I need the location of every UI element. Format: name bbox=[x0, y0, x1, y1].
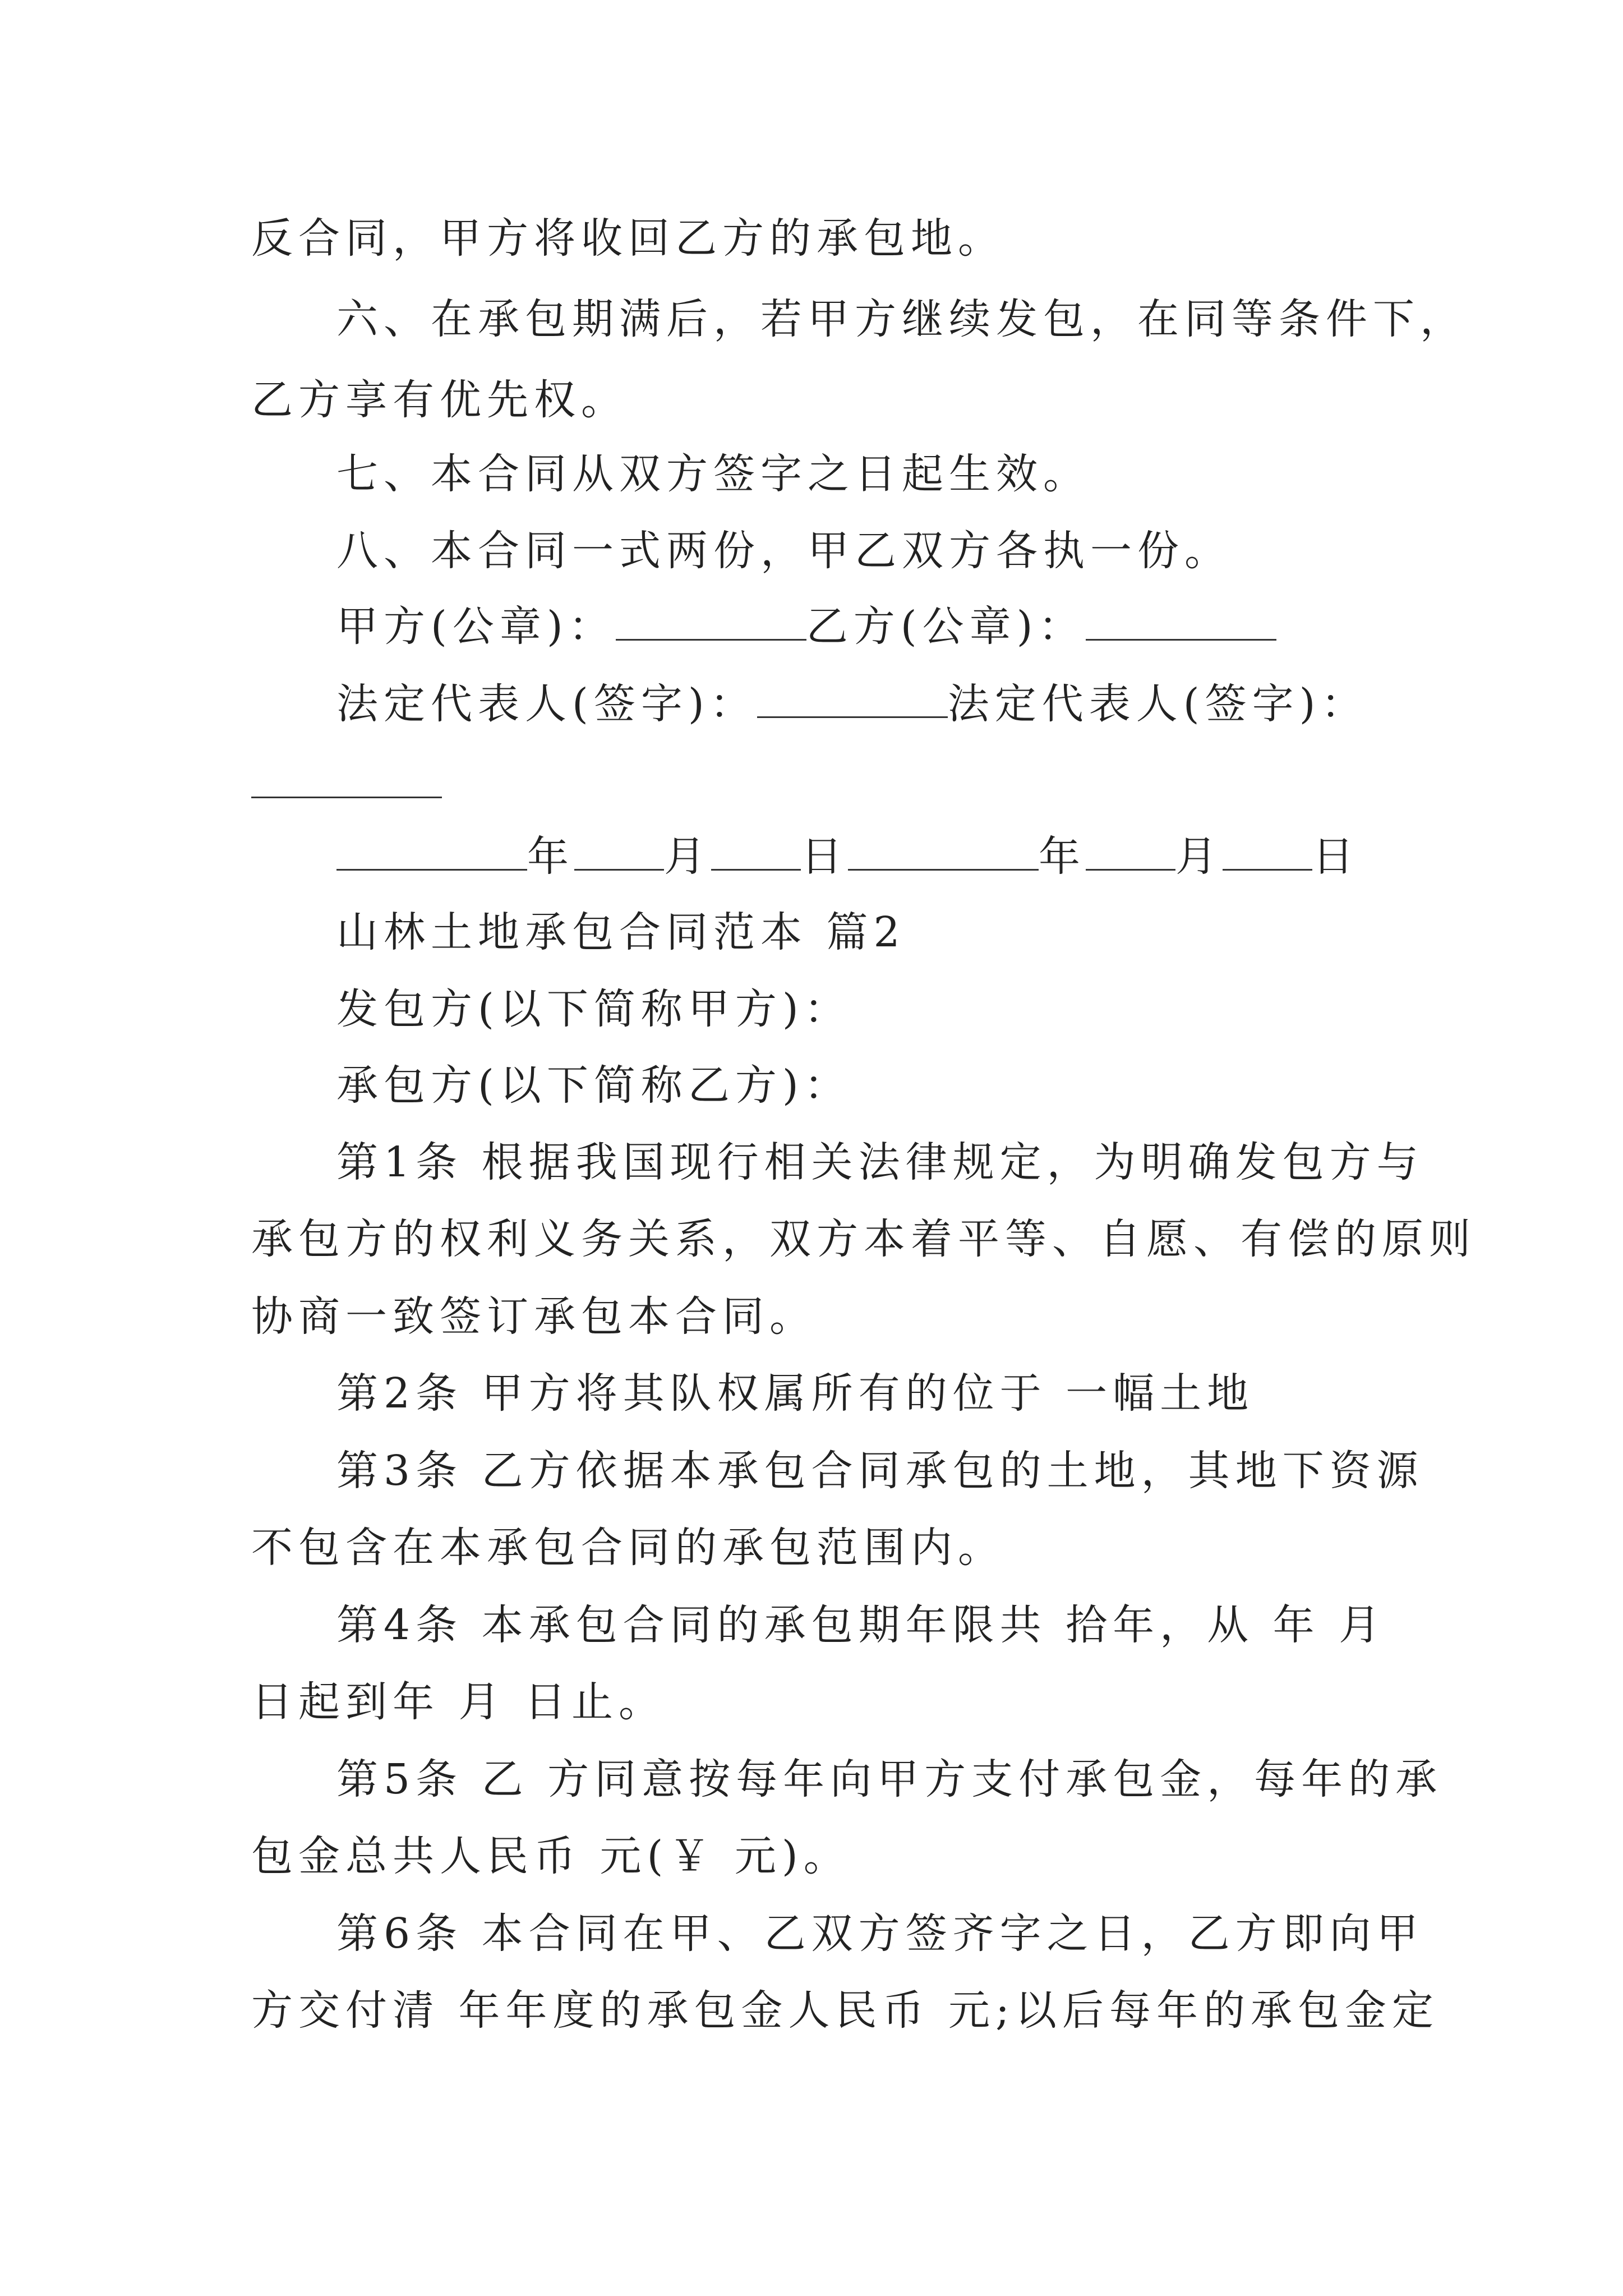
text-line-1: 反合同，甲方将收回乙方的承包地。 bbox=[251, 214, 1005, 263]
month-b-blank bbox=[1086, 836, 1175, 871]
party-seal-line bbox=[336, 602, 1276, 651]
year-a-label: 年 bbox=[527, 832, 574, 881]
representative-line bbox=[336, 680, 1368, 728]
month-a-blank bbox=[574, 836, 664, 871]
clause-6-line-2: 乙方享有优先权。 bbox=[251, 376, 628, 424]
rep-b-label: 法定代表人(签字)： bbox=[947, 680, 1368, 728]
employer-line: 发包方(以下简称甲方)： bbox=[336, 985, 851, 1033]
year-a-blank bbox=[336, 836, 527, 871]
article-5-line-2: 包金总共人民币 元(￥ 元)。 bbox=[251, 1832, 851, 1880]
party-b-seal-label: 乙方(公章)： bbox=[806, 602, 1086, 651]
article-4-line-2: 日起到年 月 日止。 bbox=[251, 1678, 666, 1726]
day-b-label: 日 bbox=[1312, 832, 1359, 881]
article-3-line-1: 第3条 乙方依据本承包合同承包的土地，其地下资源 bbox=[336, 1447, 1424, 1495]
rep-a-label: 法定代表人(签字)： bbox=[336, 680, 757, 728]
year-b-blank bbox=[848, 836, 1039, 871]
month-b-label: 月 bbox=[1175, 832, 1223, 881]
party-a-seal-blank bbox=[616, 606, 806, 641]
article-6-line-2: 方交付清 年年度的承包金人民币 元;以后每年的承包金定 bbox=[251, 1986, 1439, 2035]
article-2: 第2条 甲方将其队权属所有的位于 一幅土地 bbox=[336, 1369, 1255, 1418]
article-1-line-1: 第1条 根据我国现行相关法律规定，为明确发包方与 bbox=[336, 1138, 1424, 1186]
article-3-line-2: 不包含在本承包合同的承包范围内。 bbox=[251, 1524, 1005, 1572]
day-a-blank bbox=[711, 836, 801, 871]
party-b-seal-blank bbox=[1086, 606, 1276, 641]
rep-b-blank bbox=[251, 797, 442, 798]
section-2-title: 山林土地承包合同范本 篇2 bbox=[336, 908, 906, 956]
day-a-label: 日 bbox=[801, 832, 848, 881]
article-1-line-2: 承包方的权利义务关系，双方本着平等、自愿、有偿的原则 bbox=[251, 1215, 1476, 1263]
article-4-line-1: 第4条 本承包合同的承包期年限共 拾年，从 年 月 bbox=[336, 1601, 1386, 1649]
rep-a-blank bbox=[757, 684, 948, 718]
article-5-line-1: 第5条 乙 方同意按每年向甲方支付承包金，每年的承 bbox=[336, 1755, 1443, 1803]
clause-8: 八、本合同一式两份，甲乙双方各执一份。 bbox=[336, 527, 1232, 575]
clause-6-line-1: 六、在承包期满后，若甲方继续发包，在同等条件下， bbox=[336, 295, 1467, 343]
year-b-label: 年 bbox=[1039, 832, 1086, 881]
article-6-line-1: 第6条 本合同在甲、乙双方签齐字之日，乙方即向甲 bbox=[336, 1910, 1424, 1958]
contractor-line: 承包方(以下简称乙方)： bbox=[336, 1061, 851, 1110]
article-1-line-3: 协商一致签订承包本合同。 bbox=[251, 1292, 817, 1341]
month-a-label: 月 bbox=[664, 832, 711, 881]
day-b-blank bbox=[1223, 836, 1312, 871]
party-a-seal-label: 甲方(公章)： bbox=[336, 602, 616, 651]
clause-7: 七、本合同从双方签字之日起生效。 bbox=[336, 450, 1090, 498]
date-line bbox=[336, 832, 1359, 881]
